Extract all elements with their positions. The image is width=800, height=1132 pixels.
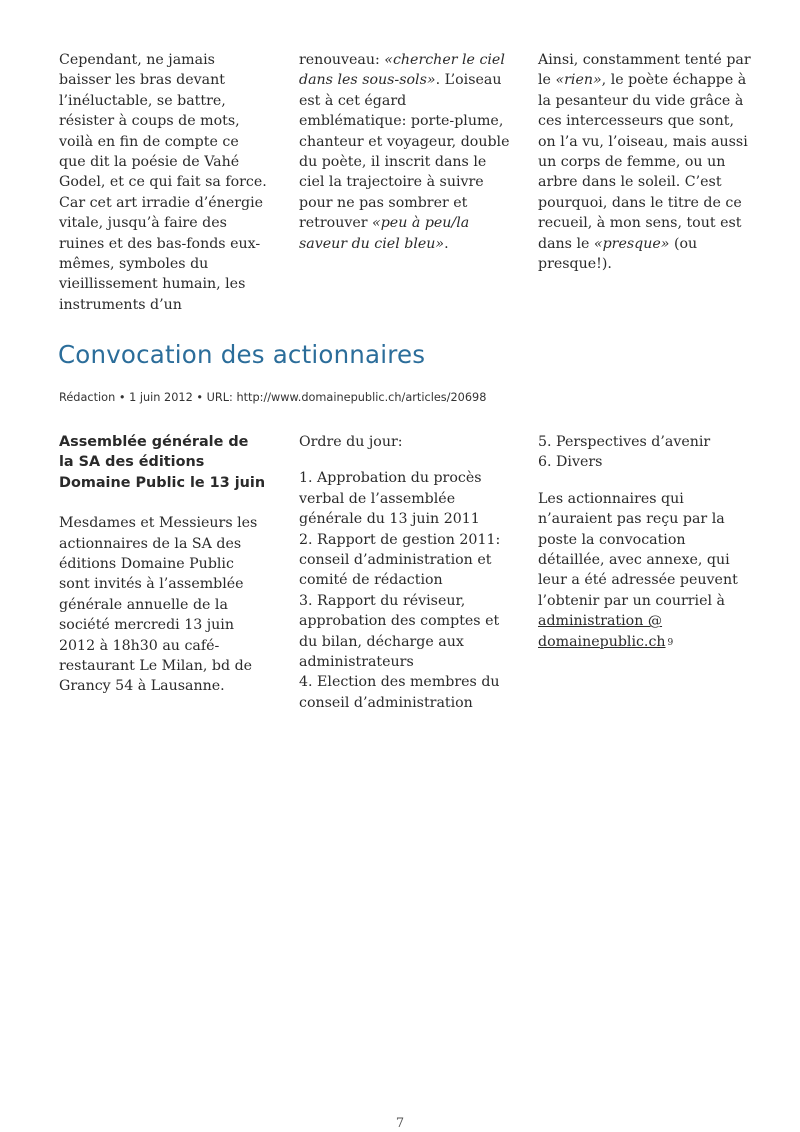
article-title: Convocation des actionnaires — [58, 340, 426, 369]
quote: «chercher le ciel dans les sous-sols» — [299, 52, 505, 89]
quote: «presque» — [593, 235, 670, 252]
article-subheading: Assemblée générale de la SA des éditions Domaine Public le 13 juin — [59, 434, 266, 491]
prev-article-column-3 — [538, 50, 752, 274]
agenda-item: 1. Approbation du procès verbal de l’assemblée générale du 13 juin 2011 — [299, 470, 482, 528]
agenda-item: 6. Divers — [538, 454, 603, 471]
quote: «peu à peu/la saveur du ciel bleu» — [299, 215, 470, 252]
article-intro: Mesdames et Messieurs les actionnaires de la SA des éditions Domaine Public sont invités à l’assemblée générale annuelle de la société mercredi 13 juin 2012 à 18h30 au café-restaurant Le Milan, bd de Grancy 54 à Lausanne. — [59, 515, 258, 695]
article-column-2 — [299, 432, 511, 713]
page-number: 7 — [395, 1116, 405, 1131]
prev-article-paragraph: Cependant, ne jamais baisser les bras devant l’inéluctable, se battre, résister à coups de mots, voilà en fin de compte ce que dit la poésie de Vahé Godel, et ce qui fait sa force. Car cet art irradie d’énergie vitale, jusqu’à faire des ruines et des bas-fonds eux-mêmes, symboles du vieillissement humain, les instruments d’un — [59, 52, 267, 313]
prev-article-column-1 — [59, 50, 267, 315]
end-mark-icon: 9 — [667, 637, 674, 648]
agenda-item: 4. Election des membres du conseil d’administration — [299, 674, 500, 711]
agenda-item: 2. Rapport de gestion 2011: conseil d’administration et comité de rédaction — [299, 531, 501, 589]
agenda-label: Ordre du jour: — [299, 434, 403, 450]
prev-article-column-2 — [299, 50, 511, 254]
article-column-1 — [59, 432, 267, 697]
agenda-item: 5. Perspectives d’avenir — [538, 434, 711, 450]
email-link[interactable]: administration @ domainepublic.ch — [538, 613, 666, 650]
agenda-item: 3. Rapport du réviseur, approbation des comptes et du bilan, décharge aux administrateurs — [299, 592, 500, 671]
quote: «rien» — [555, 72, 602, 89]
prev-article-paragraph: Ainsi, constamment tenté par le «rien», le poète échappe à la pesanteur du vide grâce à ces intercesseurs que sont, on l’a vu, l’oiseau, mais aussi un corps de femme, ou un arbre dans le soleil. C’est pourquoi, dans le titre de ce recueil, à mon sens, tout est dans le «presque» (ou presque!). — [538, 52, 751, 273]
prev-article-paragraph: renouveau: «chercher le ciel dans les sous-sols». L’oiseau est à cet égard emblématique: porte-plume, chanteur et voyageur, double du poète, il inscrit dans le ciel la trajectoire à suivre pour ne pas sombrer et retrouver «peu à peu/la saveur du ciel bleu». — [299, 52, 510, 252]
article-column-3 — [538, 432, 750, 669]
closing-paragraph: Les actionnaires qui n’auraient pas reçu par la poste la convocation détaillée, avec annexe, qui leur a été adressée peuvent l’obtenir par un courriel à administration @ domainepublic.ch 9 — [538, 490, 738, 650]
article-meta: Rédaction • 1 juin 2012 • URL: http://www.domainepublic.ch/articles/20698 — [59, 391, 487, 404]
